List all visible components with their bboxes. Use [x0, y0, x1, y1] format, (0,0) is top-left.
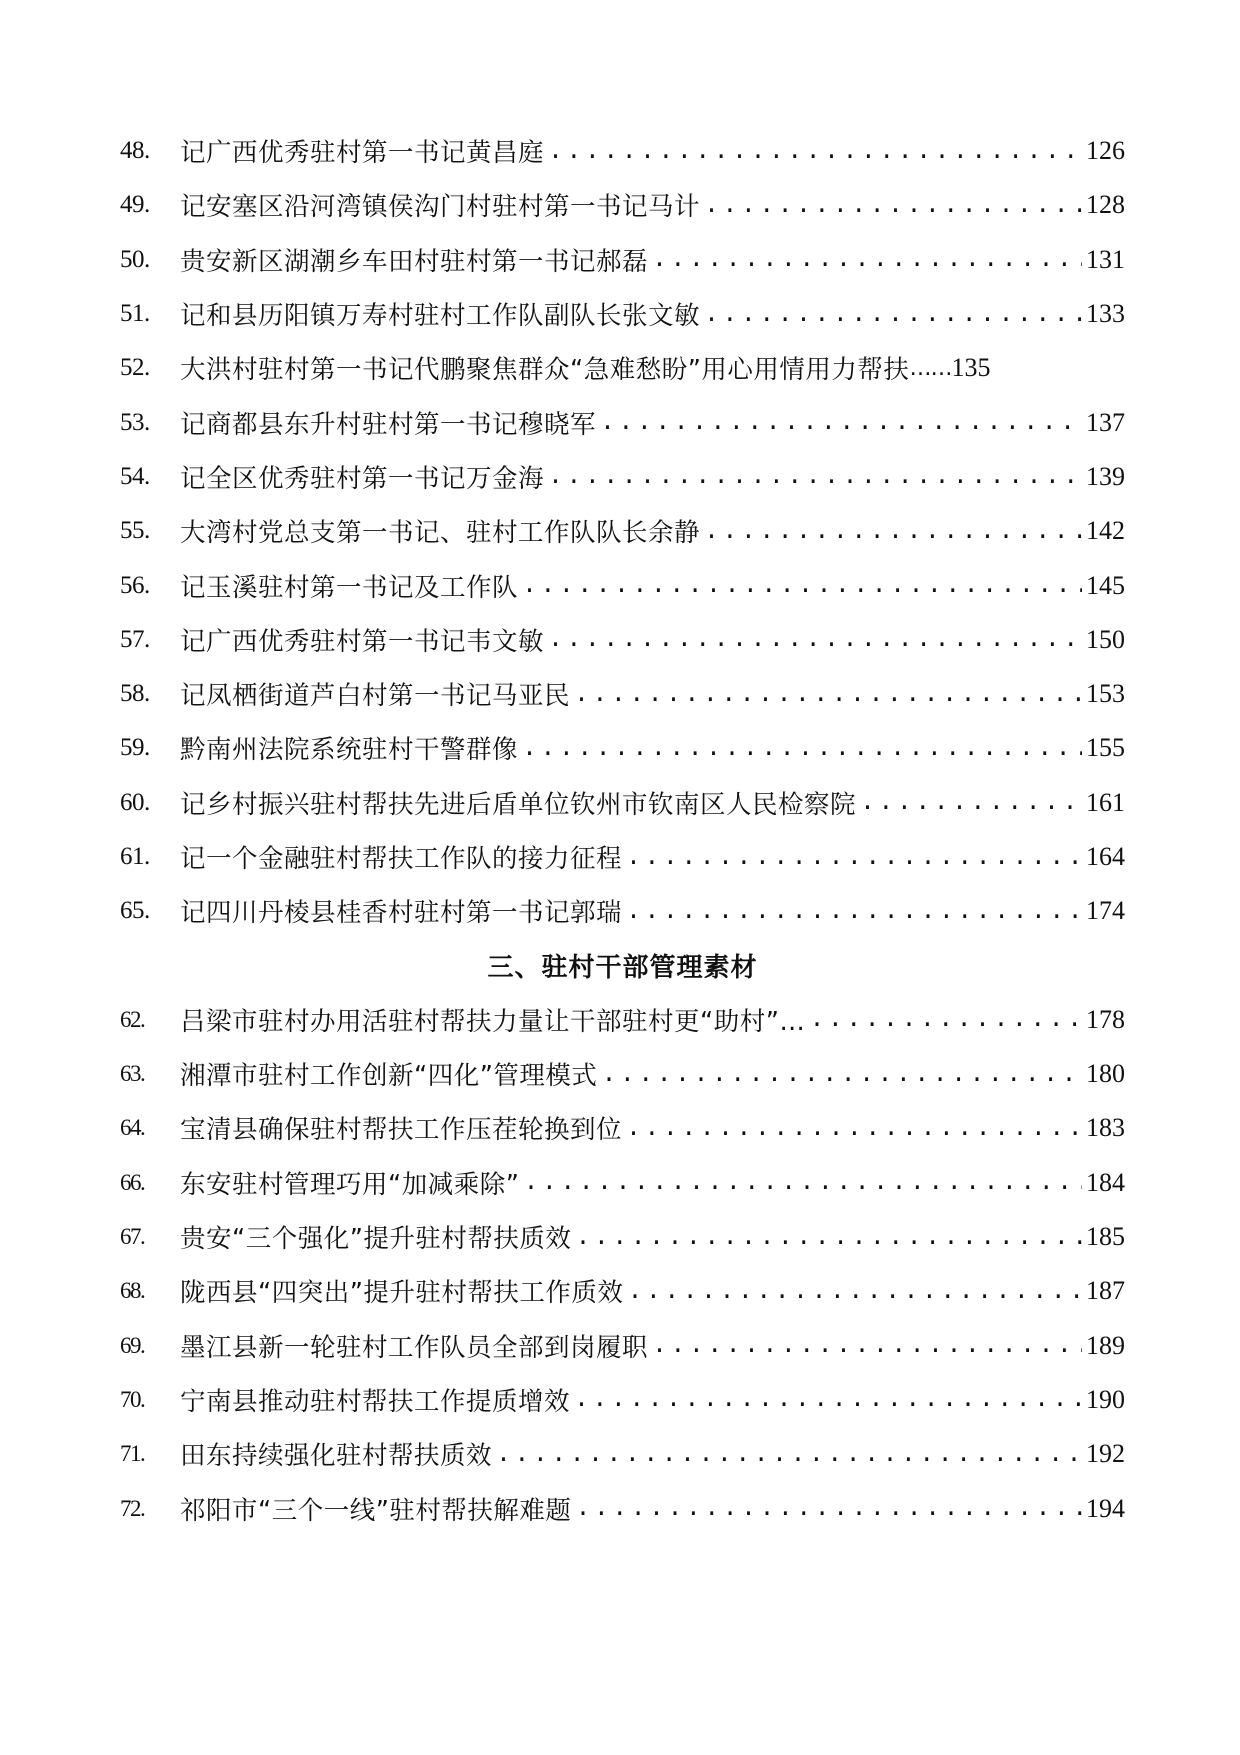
toc-entry[interactable]: [120, 667, 1125, 721]
toc-entry[interactable]: [120, 884, 1125, 938]
toc-entry-number: 50.: [120, 245, 150, 273]
toc-entry-number: 71.: [120, 1441, 145, 1467]
toc-entry-page: 128: [1086, 190, 1125, 220]
dot-leader: [496, 1440, 1082, 1469]
toc-entry-page: 137: [1086, 407, 1125, 437]
dot-leader: [809, 1005, 1082, 1034]
toc-entry-title: 贵安“三个强化”提升驻村帮扶质效: [180, 1224, 572, 1255]
toc-entry-number: 68.: [120, 1278, 145, 1304]
toc-entry[interactable]: [120, 341, 1125, 395]
toc-entry-number: 55.: [120, 517, 150, 545]
toc-entry-page: 174: [1086, 896, 1125, 926]
toc-entry[interactable]: [120, 1481, 1125, 1535]
toc-entry-title: 陇西县“四突出”提升驻村帮扶工作质效: [180, 1278, 624, 1309]
dot-leader: [704, 191, 1082, 220]
toc-entry-title: 祁阳市“三个一线”驻村帮扶解难题: [180, 1495, 572, 1526]
toc-entry-number: 61.: [120, 843, 150, 870]
toc-entry-page: 192: [1086, 1439, 1125, 1469]
toc-entry[interactable]: [120, 450, 1125, 504]
toc-entry-page: 153: [1086, 679, 1125, 709]
toc-entry-page: 190: [1086, 1384, 1125, 1414]
toc-entry-page: 135: [951, 353, 991, 383]
toc-entry-title: 田东持续强化驻村帮扶质效: [180, 1441, 493, 1472]
section-heading: 三、驻村干部管理素材: [487, 953, 758, 984]
toc-entry[interactable]: [120, 1373, 1125, 1427]
toc-entry-title: 吕梁市驻村办用活驻村帮扶力量让干部驻村更“助村”…: [180, 1006, 806, 1037]
toc-entry-number: 48.: [120, 137, 150, 165]
toc-entry[interactable]: [120, 1047, 1125, 1101]
toc-entry[interactable]: [120, 178, 1125, 232]
toc-entry-page: 194: [1086, 1493, 1125, 1523]
dot-leader: [522, 734, 1082, 763]
toc-entry-page: 185: [1086, 1222, 1125, 1252]
dot-leader: [575, 1223, 1082, 1252]
toc-entry[interactable]: [120, 504, 1125, 558]
dot-leader: [860, 788, 1082, 817]
toc-entry[interactable]: [120, 1156, 1125, 1210]
toc-entry-page: 189: [1086, 1330, 1125, 1360]
dot-leader: [523, 1168, 1082, 1197]
dot-leader: [522, 571, 1082, 600]
dot-leader: [548, 625, 1082, 654]
toc-entry-page: 187: [1086, 1276, 1125, 1306]
toc-entry-page: 145: [1086, 570, 1125, 600]
toc-entry[interactable]: [120, 1427, 1125, 1481]
toc-entry-number: 70.: [120, 1386, 145, 1412]
dot-leader: [627, 1277, 1082, 1306]
dot-leader: [704, 300, 1082, 329]
toc-entry-number: 59.: [120, 734, 150, 762]
dot-leader: [652, 1331, 1082, 1360]
dot-leader: [704, 517, 1082, 546]
toc-entry-title: 记乡村振兴驻村帮扶先进后盾单位钦州市钦南区人民检察院: [180, 789, 857, 820]
dot-leader: [626, 1114, 1082, 1143]
dot-leader: [626, 843, 1082, 872]
toc-entry-number: 64.: [120, 1115, 145, 1141]
toc-entry-number: 60.: [120, 788, 150, 816]
dot-leader: [574, 1385, 1082, 1414]
toc-entry-number: 66.: [120, 1169, 145, 1195]
toc-entry-title: 记和县历阳镇万寿村驻村工作队副队长张文敏: [180, 301, 701, 332]
toc-entry-number: 72.: [120, 1495, 145, 1521]
dot-leader: [548, 462, 1082, 491]
toc-entry-number: 51.: [120, 300, 150, 328]
dot-leader: [574, 680, 1082, 709]
toc-entry-number: 58.: [120, 680, 150, 708]
toc-entry-title: 记安塞区沿河湾镇侯沟门村驻村第一书记马计: [180, 192, 701, 223]
toc-entry-number: 69.: [120, 1332, 145, 1358]
toc-entry-number: 56.: [120, 571, 150, 599]
toc-entry-number: 65.: [120, 897, 150, 925]
toc-entry-page: 161: [1086, 787, 1125, 817]
toc-entry[interactable]: [120, 613, 1125, 667]
toc-entry-title: 东安驻村管理巧用“加减乘除”: [180, 1169, 520, 1200]
toc-entry[interactable]: [120, 287, 1125, 341]
toc-entry[interactable]: [120, 1210, 1125, 1264]
dot-leader: [575, 1494, 1082, 1523]
toc-entry-title: 墨江县新一轮驻村工作队员全部到岗履职: [180, 1332, 649, 1363]
toc-entry[interactable]: [120, 776, 1125, 830]
toc-entry[interactable]: [120, 124, 1125, 178]
toc-entry[interactable]: [120, 830, 1125, 884]
toc-entry-title: 湘潭市驻村工作创新“四化”管理模式: [180, 1061, 598, 1092]
toc-entry-title: 记商都县东升村驻村第一书记穆晓军: [180, 409, 597, 440]
toc-entry-title: 记凤栖街道芦白村第一书记马亚民: [180, 681, 571, 712]
toc-entry-page: 155: [1086, 733, 1125, 763]
toc-entry[interactable]: [120, 558, 1125, 612]
toc-entry-title: 记玉溪驻村第一书记及工作队: [180, 572, 519, 603]
dot-leader: [601, 1060, 1082, 1089]
toc-entry-title: 宁南县推动驻村帮扶工作提质增效: [180, 1386, 571, 1417]
toc-entry-page: 184: [1086, 1167, 1125, 1197]
toc-entry-title: 大湾村党总支第一书记、驻村工作队队长余静: [180, 518, 701, 549]
toc-entry-page: 164: [1086, 842, 1125, 871]
toc-entry-page: 139: [1086, 461, 1125, 491]
toc-entry-page: 131: [1086, 244, 1125, 274]
dot-leader: [626, 897, 1082, 926]
toc-entry-number: 54.: [120, 462, 150, 490]
toc-entry-title: 记广西优秀驻村第一书记韦文敏: [180, 626, 545, 657]
toc-entry[interactable]: [120, 233, 1125, 287]
title-ellipsis: ……: [909, 355, 952, 381]
toc-entry-title: 记全区优秀驻村第一书记万金海: [180, 463, 545, 494]
toc-entry[interactable]: [120, 1264, 1125, 1318]
toc-entry[interactable]: [120, 993, 1125, 1047]
toc-entry-page: 142: [1086, 516, 1125, 546]
toc-entry-title: 记广西优秀驻村第一书记黄昌庭: [180, 138, 545, 169]
toc-entry[interactable]: [120, 721, 1125, 775]
toc-entry-number: 53.: [120, 408, 150, 436]
dot-leader: [548, 137, 1082, 166]
toc-entry-page: 178: [1086, 1004, 1125, 1034]
toc-entry[interactable]: [120, 395, 1125, 449]
toc-entry-title: 记一个金融驻村帮扶工作队的接力征程: [180, 844, 623, 874]
toc-entry-number: 62.: [120, 1006, 145, 1032]
toc-entry-page: 183: [1086, 1113, 1125, 1143]
toc-entry[interactable]: [120, 1319, 1125, 1373]
toc-entry-number: 67.: [120, 1224, 145, 1250]
toc-entry-page: 180: [1086, 1059, 1125, 1089]
toc-entry-title: 贵安新区湖潮乡车田村驻村第一书记郝磊: [180, 246, 649, 277]
dot-leader: [652, 245, 1082, 274]
toc-entry-page: 133: [1086, 299, 1125, 329]
toc-entry-page: 126: [1086, 136, 1125, 166]
table-of-contents: [120, 124, 1125, 1536]
toc-entry-number: 57.: [120, 625, 150, 653]
toc-entry-title: 黔南州法院系统驻村干警群像: [180, 735, 519, 766]
toc-entry-page: 150: [1086, 624, 1125, 654]
toc-entry-number: 49.: [120, 191, 150, 219]
toc-entry[interactable]: [120, 1101, 1125, 1155]
toc-entry-title: 记四川丹棱县桂香村驻村第一书记郭瑞: [180, 898, 623, 929]
dot-leader: [600, 408, 1082, 437]
toc-entry-title: 大洪村驻村第一书记代鹏聚焦群众“急难愁盼”用心用情用力帮扶: [180, 355, 910, 386]
toc-entry-number: 63.: [120, 1061, 145, 1087]
toc-entry-title: 宝清县确保驻村帮扶工作压茬轮换到位: [180, 1115, 623, 1146]
toc-entry-number: 52.: [120, 354, 150, 382]
